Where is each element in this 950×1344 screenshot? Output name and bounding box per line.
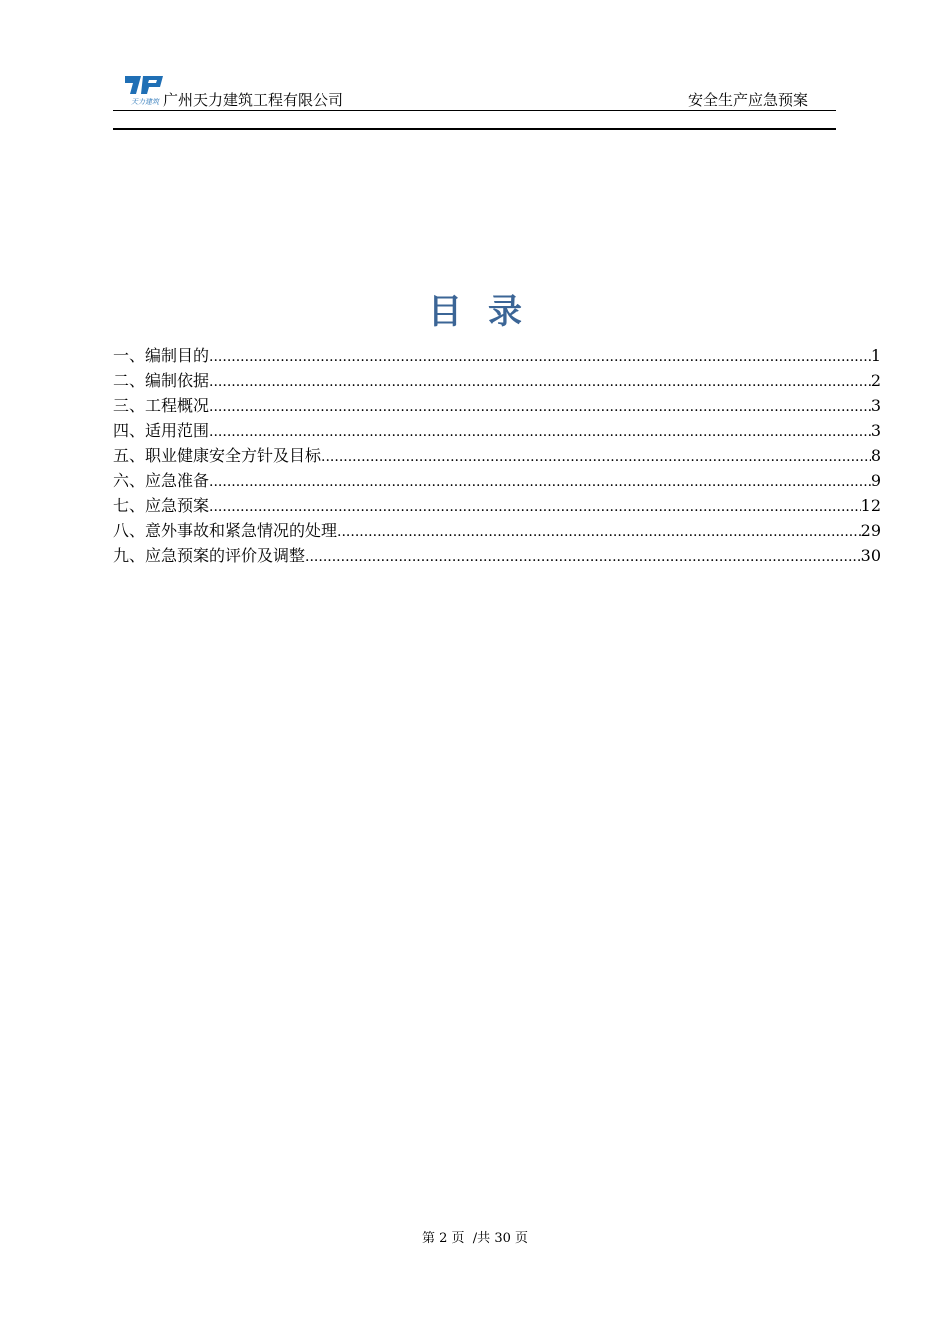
toc-entry-label: 二、编制依据 bbox=[113, 371, 210, 390]
toc-entry-9[interactable] bbox=[113, 543, 881, 568]
page-header bbox=[113, 72, 836, 112]
toc-entry-page: 9 bbox=[870, 471, 881, 490]
toc-entry-page: 12 bbox=[860, 496, 881, 515]
toc-entry-label: 九、应急预案的评价及调整 bbox=[113, 546, 306, 565]
toc-entry-6[interactable] bbox=[113, 468, 881, 493]
toc-leader-dots bbox=[209, 370, 871, 395]
toc-leader-dots bbox=[209, 420, 871, 445]
toc-entry-8[interactable] bbox=[113, 518, 881, 543]
toc-entry-label: 一、编制目的 bbox=[113, 346, 210, 365]
toc-leader-dots bbox=[209, 395, 871, 420]
toc-leader-dots bbox=[209, 470, 871, 495]
svg-text:天力建筑: 天力建筑 bbox=[131, 98, 159, 106]
company-logo bbox=[119, 74, 165, 108]
toc-entry-page: 2 bbox=[870, 371, 881, 390]
toc-entry-label: 六、应急准备 bbox=[113, 471, 210, 490]
table-of-contents bbox=[113, 343, 881, 568]
toc-entry-4[interactable] bbox=[113, 418, 881, 443]
toc-entry-5[interactable] bbox=[113, 443, 881, 468]
document-title: 安全生产应急预案 bbox=[687, 91, 808, 109]
toc-entry-3[interactable] bbox=[113, 393, 881, 418]
toc-leader-dots bbox=[209, 345, 871, 370]
page-footer: 第 2 页 /共 30 页 bbox=[422, 1231, 528, 1246]
toc-entry-page: 29 bbox=[860, 521, 881, 540]
toc-leader-dots bbox=[209, 495, 861, 520]
toc-entry-label: 三、工程概况 bbox=[113, 396, 210, 415]
toc-entry-page: 3 bbox=[870, 421, 881, 440]
toc-entry-label: 七、应急预案 bbox=[113, 496, 210, 515]
toc-entry-label: 五、职业健康安全方针及目标 bbox=[113, 446, 322, 465]
toc-entry-page: 8 bbox=[870, 446, 881, 465]
toc-entry-label: 八、意外事故和紧急情况的处理 bbox=[113, 521, 338, 540]
header-rule-thin bbox=[113, 110, 836, 111]
toc-leader-dots bbox=[305, 545, 861, 570]
toc-leader-dots bbox=[321, 445, 871, 470]
toc-entry-page: 30 bbox=[860, 546, 881, 565]
toc-entry-page: 3 bbox=[870, 396, 881, 415]
toc-heading: 目录 bbox=[428, 292, 548, 332]
toc-entry-7[interactable] bbox=[113, 493, 881, 518]
toc-entry-2[interactable] bbox=[113, 368, 881, 393]
toc-entry-label: 四、适用范围 bbox=[113, 421, 210, 440]
header-rule-thick bbox=[113, 128, 836, 130]
toc-leader-dots bbox=[337, 520, 861, 545]
toc-entry-1[interactable] bbox=[113, 343, 881, 368]
toc-entry-page: 1 bbox=[870, 346, 881, 365]
company-name: 广州天力建筑工程有限公司 bbox=[163, 91, 344, 109]
